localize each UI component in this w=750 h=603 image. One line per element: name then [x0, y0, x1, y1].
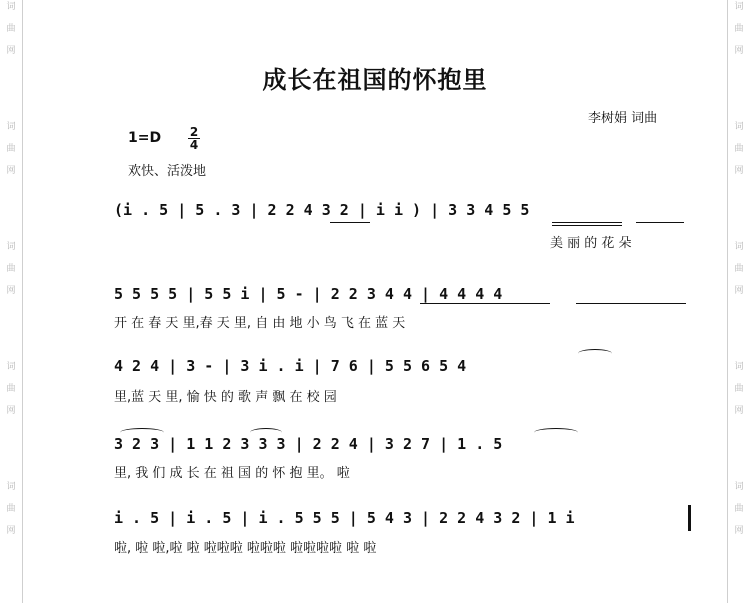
time-signature-bottom: 4 [189, 138, 199, 152]
beam-line [552, 222, 622, 223]
watermark-char: 曲 [6, 144, 16, 154]
watermark-char: 网 [6, 286, 16, 296]
watermark-char: 曲 [6, 384, 16, 394]
score-line-1-lyrics: 美 丽 的 花 朵 [550, 236, 632, 251]
beam-line [576, 303, 686, 304]
time-signature-top: 2 [189, 125, 199, 139]
watermark-char: 网 [734, 166, 744, 176]
watermark-char: 曲 [734, 144, 744, 154]
watermark-char: 词 [734, 242, 744, 252]
score-line-4-lyrics: 里, 我 们 成 长 在 祖 国 的 怀 抱 里。 啦 [114, 466, 350, 481]
beam-line [552, 225, 622, 226]
watermark-char: 网 [734, 526, 744, 536]
watermark-char: 网 [6, 46, 16, 56]
watermark-char: 网 [6, 166, 16, 176]
score-line-1-notes: (i . 5 | 5 . 3 | 2 2 4 3 2 | i i ) | 3 3 4 5 5 [114, 201, 530, 219]
watermark-char: 词 [6, 362, 16, 372]
score-line-5-notes: i . 5 | i . 5 | i . 5 5 5 | 5 4 3 | 2 2 4 3 2 | 1 i [114, 509, 575, 527]
tie-slur [578, 349, 612, 358]
score-line-2-lyrics: 开 在 春 天 里,春 天 里, 自 由 地 小 鸟 飞 在 蓝 天 [114, 316, 406, 331]
watermark-char: 曲 [734, 384, 744, 394]
beam-line [636, 222, 684, 223]
final-barline [688, 505, 691, 531]
watermark-char: 曲 [6, 504, 16, 514]
song-authors: 李树娟 词曲 [588, 111, 658, 126]
watermark-char: 曲 [6, 264, 16, 274]
watermark-char: 网 [734, 46, 744, 56]
key-signature: 1=D [128, 130, 162, 146]
score-line-3-lyrics: 里,蓝 天 里, 愉 快 的 歌 声 飘 在 校 园 [114, 390, 337, 405]
song-title: 成长在祖国的怀抱里 [262, 65, 488, 94]
watermark-char: 词 [734, 482, 744, 492]
tempo-marking: 欢快、活泼地 [128, 164, 207, 179]
score-line-3-notes: 4 2 4 | 3 - | 3 i . i | 7 6 | 5 5 6 5 4 [114, 357, 467, 375]
tie-slur [534, 428, 578, 437]
watermark-char: 词 [734, 362, 744, 372]
score-line-4-notes: 3 2 3 | 1 1 2 3 3 3 | 2 2 4 | 3 2 7 | 1 . 5 [114, 435, 503, 453]
beam-line [420, 303, 550, 304]
watermark-char: 词 [6, 242, 16, 252]
watermark-char: 词 [6, 122, 16, 132]
tie-slur [120, 428, 164, 437]
watermark-char: 曲 [734, 264, 744, 274]
time-signature [188, 126, 200, 151]
watermark-char: 曲 [734, 24, 744, 34]
watermark-char: 词 [6, 2, 16, 12]
beam-line [330, 222, 370, 223]
watermark-char: 网 [6, 406, 16, 416]
watermark-char: 网 [6, 526, 16, 536]
watermark-char: 曲 [6, 24, 16, 34]
watermark-char: 词 [6, 482, 16, 492]
watermark-char: 网 [734, 286, 744, 296]
watermark-char: 网 [734, 406, 744, 416]
score-line-2-notes: 5 5 5 5 | 5 5 i | 5 - | 2 2 3 4 4 | 4 4 4 4 [114, 285, 503, 303]
watermark-char: 词 [734, 122, 744, 132]
score-line-5-lyrics: 啦, 啦 啦,啦 啦 啦啦啦 啦啦啦 啦啦啦啦 啦 啦 [114, 541, 377, 556]
watermark-char: 词 [734, 2, 744, 12]
watermark-char: 曲 [734, 504, 744, 514]
tie-slur [250, 428, 282, 437]
